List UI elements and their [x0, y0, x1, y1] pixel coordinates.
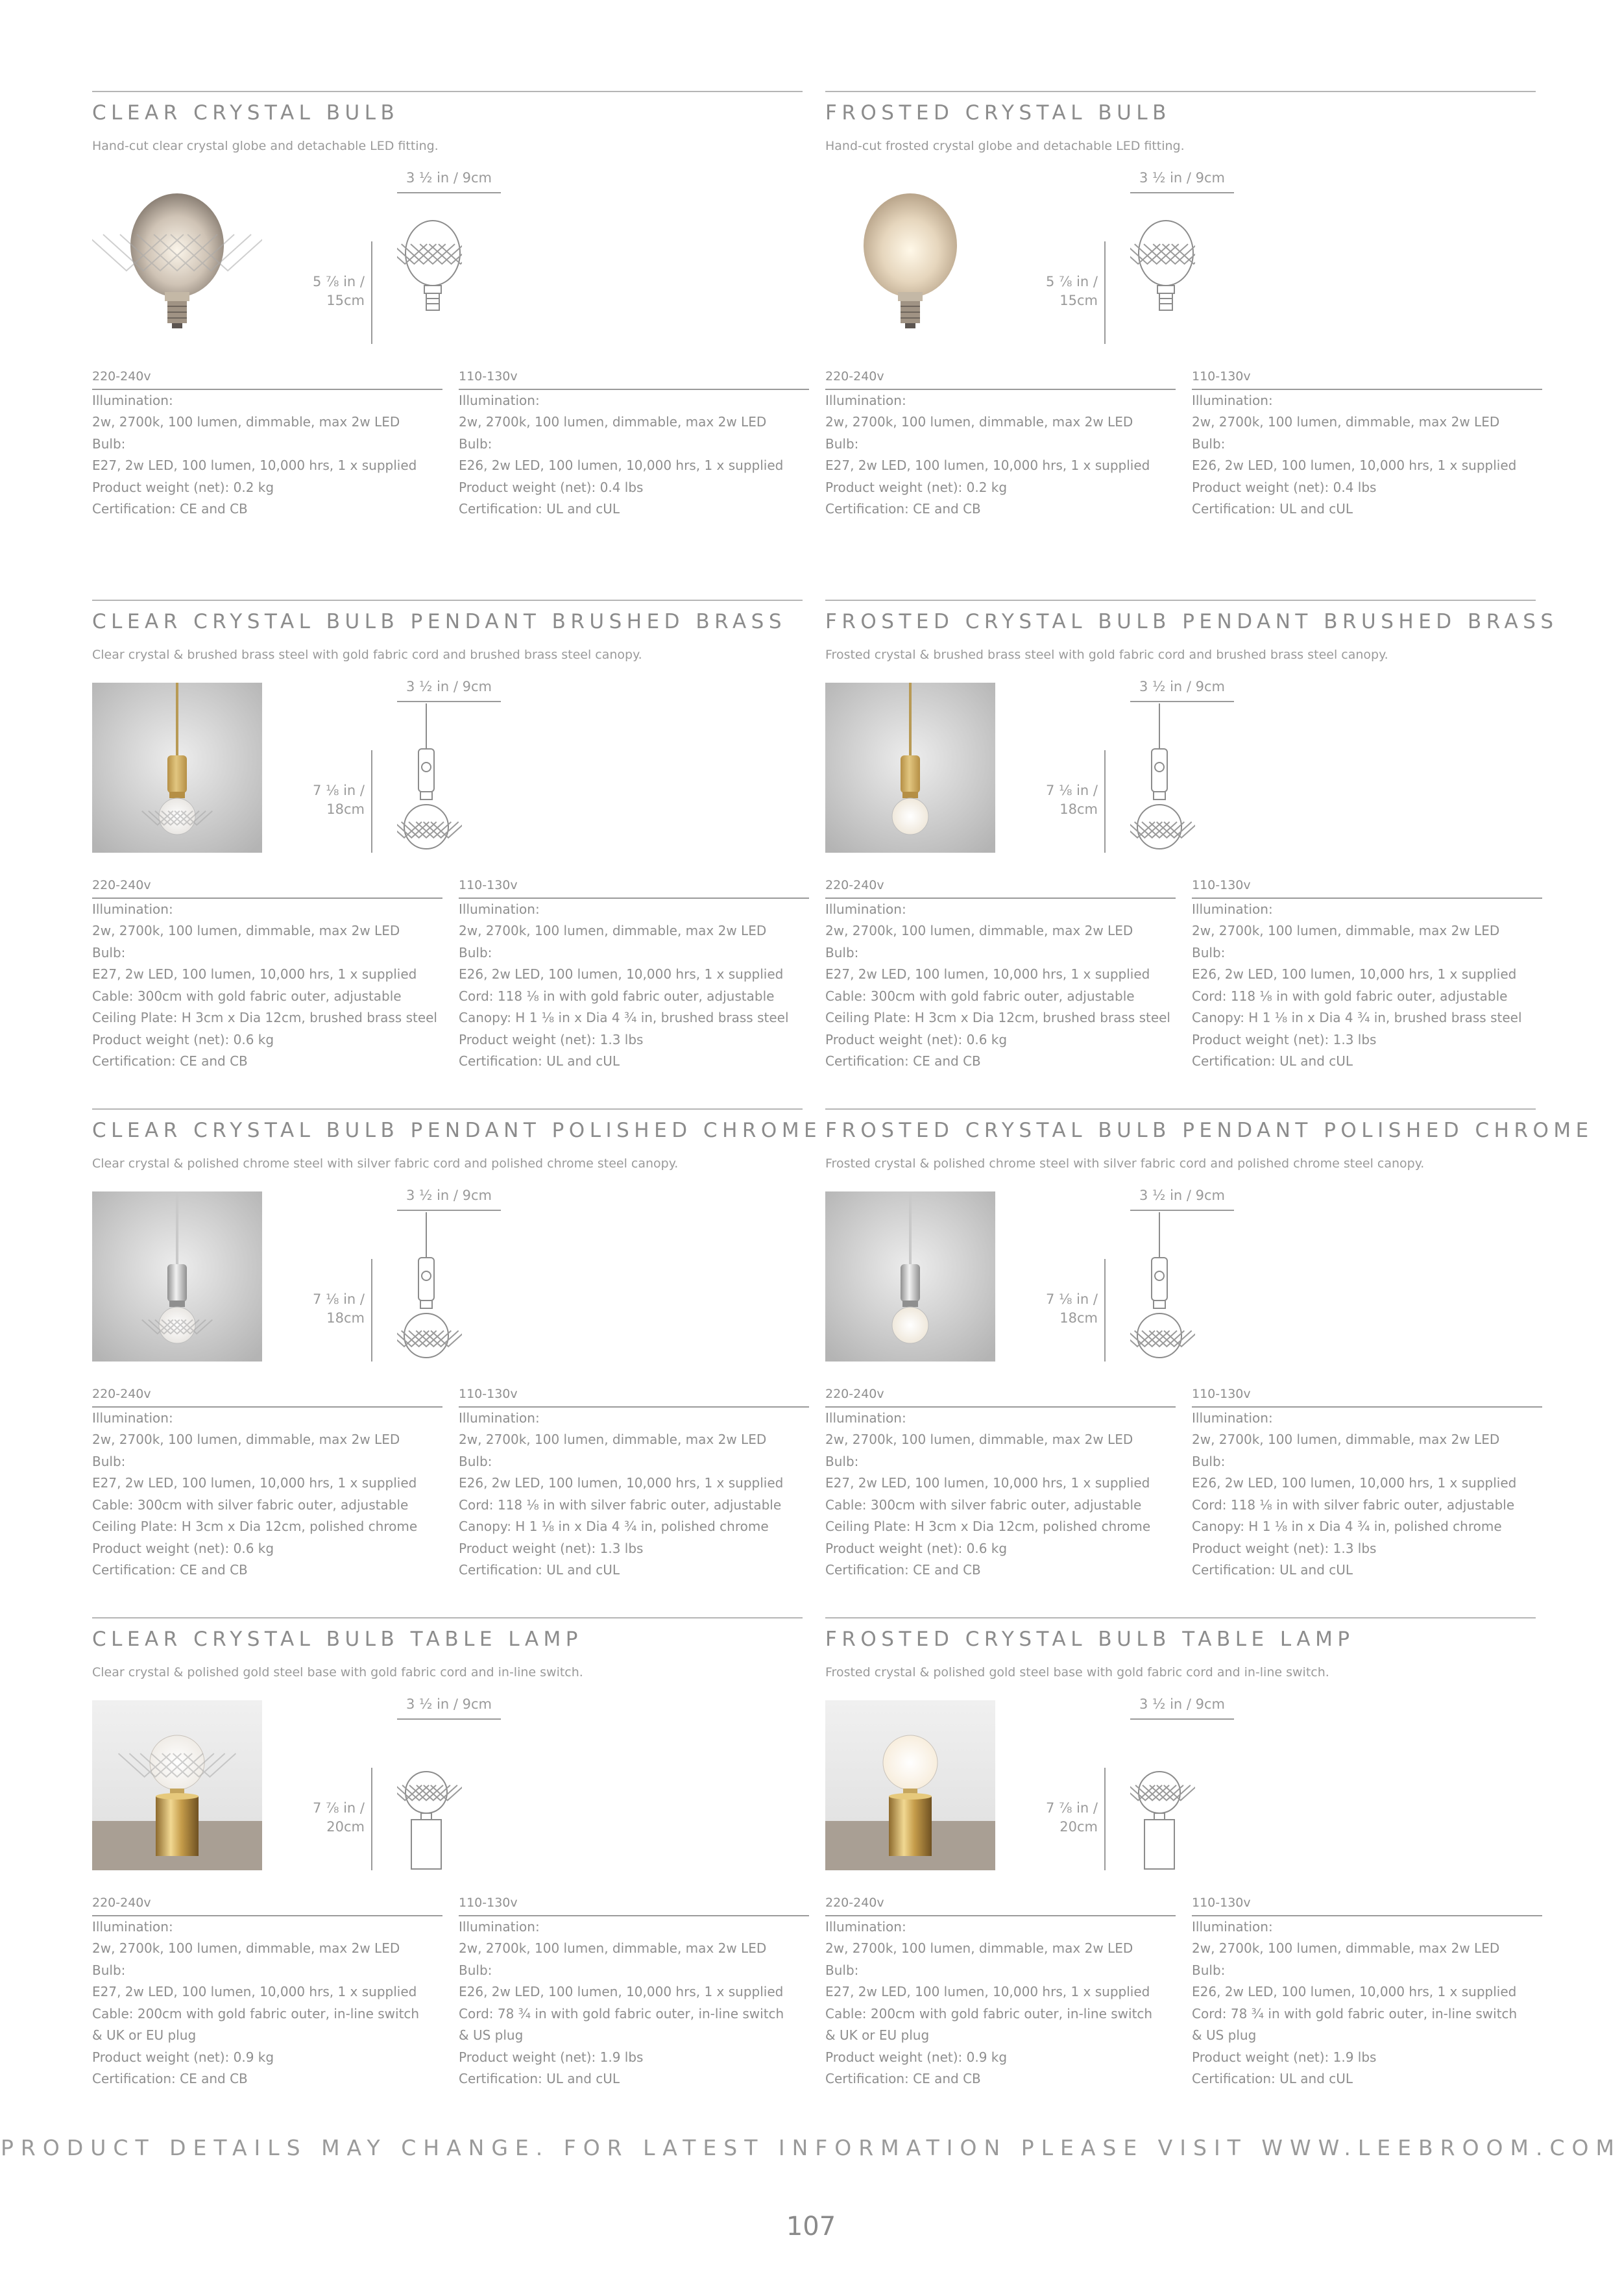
spec-line: Certification: UL and cUL	[1192, 1053, 1353, 1069]
spec-voltage: 220-240v	[92, 366, 442, 390]
spec-line: Illumination:	[825, 392, 906, 408]
spec-line: Illumination:	[825, 1918, 906, 1935]
spec-line: Canopy: H 1 ⅛ in x Dia 4 ¾ in, polished chrome	[1192, 1519, 1502, 1534]
spec-line: E26, 2w LED, 100 lumen, 10,000 hrs, 1 x supplied	[1192, 1984, 1517, 1999]
spec-line: Product weight (net): 0.2 kg	[92, 479, 274, 495]
spec-line: Product weight (net): 1.3 lbs	[459, 1031, 644, 1047]
spec-line: Bulb:	[92, 1962, 126, 1978]
spec-line: Illumination:	[92, 392, 173, 408]
spec-voltage: 220-240v	[825, 1384, 1176, 1408]
spec-voltage: 220-240v	[92, 1384, 442, 1408]
spec-specs-110	[1192, 1384, 1542, 1582]
spec-specs-220	[92, 1892, 442, 2090]
width-dimension-line	[397, 1718, 501, 1720]
spec-line: Illumination:	[459, 1410, 540, 1426]
spec-line: Bulb:	[459, 944, 492, 960]
spec-line: E27, 2w LED, 100 lumen, 10,000 hrs, 1 x supplied	[825, 966, 1150, 982]
spec-line: E26, 2w LED, 100 lumen, 10,000 hrs, 1 x supplied	[459, 458, 784, 473]
spec-line: Product weight (net): 0.6 kg	[825, 1540, 1008, 1556]
footer-notice: PRODUCT DETAILS MAY CHANGE. FOR LATEST INFORMATION PLEASE VISIT WWW.LEEBROOM.COM	[1, 2135, 1621, 2160]
height-dimension-line	[371, 1768, 372, 1870]
spec-line: & UK or EU plug	[92, 2027, 197, 2043]
spec-line: Illumination:	[1192, 392, 1273, 408]
spec-line: E26, 2w LED, 100 lumen, 10,000 hrs, 1 x supplied	[459, 1475, 784, 1491]
product-photo	[92, 174, 262, 344]
product-description: Frosted crystal & polished chrome steel with silver fabric cord and polished chrome steel canopy.	[825, 1156, 1425, 1171]
width-dimension-line	[1130, 701, 1234, 702]
height-dimension-label: 7 ⅛ in / 18cm	[313, 1291, 365, 1326]
spec-line: E27, 2w LED, 100 lumen, 10,000 hrs, 1 x supplied	[825, 458, 1150, 473]
product-title: CLEAR CRYSTAL BULB PENDANT POLISHED CHROME	[92, 1119, 822, 1142]
spec-line: Cable: 300cm with silver fabric outer, adjustable	[825, 1496, 1142, 1513]
spec-voltage: 220-240v	[92, 1892, 442, 1916]
height-dimension-line	[1104, 750, 1106, 853]
spec-line: Product weight (net): 0.2 kg	[825, 479, 1008, 495]
section-rule	[92, 1617, 803, 1618]
spec-line: Product weight (net): 1.9 lbs	[459, 2049, 644, 2065]
product-frosted-crystal-bulb-pendant-brushed-brass	[825, 600, 1558, 1093]
height-dimension-line	[371, 750, 372, 853]
spec-line: E27, 2w LED, 100 lumen, 10,000 hrs, 1 x supplied	[92, 458, 417, 473]
section-rule	[92, 91, 803, 92]
spec-specs-110	[459, 1384, 809, 1582]
spec-line: 2w, 2700k, 100 lumen, dimmable, max 2w LED	[825, 1432, 1133, 1447]
spec-line: Illumination:	[92, 1918, 173, 1935]
product-clear-crystal-bulb-pendant-polished-chrome	[92, 1108, 822, 1602]
spec-line: Product weight (net): 0.6 kg	[825, 1031, 1008, 1047]
spec-line: 2w, 2700k, 100 lumen, dimmable, max 2w LED	[1192, 1940, 1500, 1956]
width-dimension-label: 3 ½ in / 9cm	[1139, 1188, 1225, 1203]
technical-drawing	[1130, 195, 1195, 344]
spec-line: Ceiling Plate: H 3cm x Dia 12cm, polished chrome	[825, 1519, 1151, 1534]
height-dimension-label: 5 ⅞ in / 15cm	[1046, 274, 1098, 308]
product-description: Frosted crystal & polished gold steel base with gold fabric cord and in-line switch.	[825, 1665, 1329, 1679]
technical-drawing	[1130, 1721, 1195, 1870]
spec-line: Cord: 118 ⅛ in with gold fabric outer, adjustable	[1192, 988, 1508, 1004]
spec-line: Ceiling Plate: H 3cm x Dia 12cm, brushed brass steel	[92, 1010, 437, 1025]
width-dimension-line	[397, 192, 501, 193]
product-title: CLEAR CRYSTAL BULB PENDANT BRUSHED BRASS	[92, 610, 787, 633]
spec-line: Product weight (net): 0.9 kg	[825, 2049, 1008, 2065]
height-dimension-label: 7 ⅛ in / 18cm	[1046, 783, 1098, 817]
spec-line: Certification: UL and cUL	[1192, 501, 1353, 517]
spec-line: Product weight (net): 1.3 lbs	[1192, 1540, 1377, 1556]
spec-line: Cable: 300cm with silver fabric outer, adjustable	[92, 1496, 409, 1513]
width-dimension-label: 3 ½ in / 9cm	[1139, 679, 1225, 694]
product-description: Clear crystal & polished chrome steel with silver fabric cord and polished chrome steel canopy.	[92, 1156, 679, 1171]
spec-line: Bulb:	[92, 1453, 126, 1469]
width-dimension-line	[397, 1210, 501, 1211]
spec-line: 2w, 2700k, 100 lumen, dimmable, max 2w LED	[459, 923, 767, 938]
spec-line: Cable: 300cm with gold fabric outer, adjustable	[92, 988, 402, 1004]
spec-specs-110	[1192, 875, 1542, 1073]
product-clear-crystal-bulb	[92, 91, 803, 584]
product-description: Hand-cut clear crystal globe and detachable LED fitting.	[92, 139, 439, 153]
spec-specs-220	[92, 1384, 442, 1582]
width-dimension-label: 3 ½ in / 9cm	[406, 679, 492, 694]
height-dimension-label: 7 ⅞ in / 20cm	[1046, 1800, 1098, 1835]
spec-line: E26, 2w LED, 100 lumen, 10,000 hrs, 1 x supplied	[1192, 458, 1517, 473]
spec-line: 2w, 2700k, 100 lumen, dimmable, max 2w LED	[92, 923, 400, 938]
spec-line: Bulb:	[459, 435, 492, 452]
spec-line: & US plug	[1192, 2027, 1257, 2043]
product-photo	[825, 174, 995, 344]
spec-voltage: 220-240v	[825, 875, 1176, 899]
width-dimension-label: 3 ½ in / 9cm	[1139, 170, 1225, 186]
product-description: Frosted crystal & brushed brass steel with gold fabric cord and brushed brass steel canopy.	[825, 648, 1388, 662]
spec-specs-220	[825, 875, 1176, 1073]
section-rule	[825, 1108, 1536, 1110]
spec-line: Certification: UL and cUL	[1192, 1562, 1353, 1578]
spec-specs-110	[459, 366, 809, 520]
spec-line: E27, 2w LED, 100 lumen, 10,000 hrs, 1 x supplied	[825, 1475, 1150, 1491]
spec-line: 2w, 2700k, 100 lumen, dimmable, max 2w LED	[459, 1940, 767, 1956]
spec-line: Certification: CE and CB	[825, 501, 981, 517]
product-frosted-crystal-bulb-pendant-polished-chrome	[825, 1108, 1593, 1602]
height-dimension-line	[1104, 241, 1106, 344]
spec-line: Certification: CE and CB	[825, 2071, 981, 2086]
technical-drawing	[1130, 703, 1195, 853]
spec-line: Certification: CE and CB	[92, 501, 248, 517]
spec-line: Product weight (net): 0.6 kg	[92, 1540, 274, 1556]
spec-line: 2w, 2700k, 100 lumen, dimmable, max 2w LED	[459, 1432, 767, 1447]
spec-line: Certification: CE and CB	[825, 1562, 981, 1578]
spec-specs-110	[1192, 1892, 1542, 2090]
spec-line: Product weight (net): 1.3 lbs	[1192, 1031, 1377, 1047]
product-photo	[92, 1700, 262, 1870]
spec-line: 2w, 2700k, 100 lumen, dimmable, max 2w LED	[1192, 414, 1500, 430]
spec-line: 2w, 2700k, 100 lumen, dimmable, max 2w LED	[1192, 923, 1500, 938]
spec-line: Illumination:	[92, 1410, 173, 1426]
page-number: 107	[786, 2212, 836, 2241]
spec-line: Canopy: H 1 ⅛ in x Dia 4 ¾ in, polished chrome	[459, 1519, 769, 1534]
spec-line: E26, 2w LED, 100 lumen, 10,000 hrs, 1 x supplied	[459, 1984, 784, 1999]
spec-line: & US plug	[459, 2027, 524, 2043]
product-photo	[92, 683, 262, 853]
spec-specs-110	[459, 875, 809, 1073]
spec-line: E26, 2w LED, 100 lumen, 10,000 hrs, 1 x supplied	[459, 966, 784, 982]
height-dimension-line	[1104, 1768, 1106, 1870]
spec-line: Product weight (net): 0.6 kg	[92, 1031, 274, 1047]
width-dimension-label: 3 ½ in / 9cm	[406, 1696, 492, 1712]
spec-line: 2w, 2700k, 100 lumen, dimmable, max 2w LED	[92, 414, 400, 430]
spec-specs-110	[1192, 366, 1542, 520]
product-photo	[92, 1191, 262, 1362]
spec-line: Ceiling Plate: H 3cm x Dia 12cm, polished chrome	[92, 1519, 418, 1534]
spec-line: 2w, 2700k, 100 lumen, dimmable, max 2w LED	[459, 414, 767, 430]
spec-line: Bulb:	[459, 1962, 492, 1978]
spec-line: Bulb:	[1192, 944, 1226, 960]
width-dimension-line	[1130, 1210, 1234, 1211]
spec-line: 2w, 2700k, 100 lumen, dimmable, max 2w LED	[825, 923, 1133, 938]
spec-line: 2w, 2700k, 100 lumen, dimmable, max 2w LED	[92, 1940, 400, 1956]
spec-line: E27, 2w LED, 100 lumen, 10,000 hrs, 1 x supplied	[92, 966, 417, 982]
spec-line: Product weight (net): 1.9 lbs	[1192, 2049, 1377, 2065]
spec-line: E27, 2w LED, 100 lumen, 10,000 hrs, 1 x supplied	[825, 1984, 1150, 1999]
spec-line: Bulb:	[1192, 435, 1226, 452]
product-description: Clear crystal & polished gold steel base with gold fabric cord and in-line switch.	[92, 1665, 583, 1679]
spec-voltage: 110-130v	[1192, 1892, 1542, 1916]
spec-line: Bulb:	[825, 1962, 859, 1978]
spec-line: Cord: 78 ¾ in with gold fabric outer, in-line switch	[1192, 2005, 1518, 2021]
spec-line: E26, 2w LED, 100 lumen, 10,000 hrs, 1 x supplied	[1192, 966, 1517, 982]
spec-line: Product weight (net): 1.3 lbs	[459, 1540, 644, 1556]
spec-line: Certification: UL and cUL	[459, 1562, 620, 1578]
spec-line: Illumination:	[459, 901, 540, 917]
product-frosted-crystal-bulb-table-lamp	[825, 1617, 1536, 2110]
height-dimension-label: 7 ⅛ in / 18cm	[1046, 1291, 1098, 1326]
spec-voltage: 110-130v	[459, 1384, 809, 1408]
technical-drawing	[397, 195, 462, 344]
spec-line: 2w, 2700k, 100 lumen, dimmable, max 2w LED	[1192, 1432, 1500, 1447]
product-title: FROSTED CRYSTAL BULB TABLE LAMP	[825, 1628, 1355, 1651]
height-dimension-line	[1104, 1259, 1106, 1362]
product-title: FROSTED CRYSTAL BULB PENDANT BRUSHED BRASS	[825, 610, 1558, 633]
spec-line: 2w, 2700k, 100 lumen, dimmable, max 2w LED	[92, 1432, 400, 1447]
spec-line: Certification: CE and CB	[92, 1562, 248, 1578]
spec-line: Cord: 118 ⅛ in with silver fabric outer, adjustable	[459, 1496, 782, 1513]
spec-line: Certification: UL and cUL	[459, 2071, 620, 2086]
product-description: Hand-cut frosted crystal globe and detachable LED fitting.	[825, 139, 1185, 153]
spec-line: Product weight (net): 0.4 lbs	[459, 479, 644, 495]
spec-line: Cable: 200cm with gold fabric outer, in-line switch	[825, 2005, 1153, 2021]
height-dimension-label: 7 ⅞ in / 20cm	[313, 1800, 365, 1835]
spec-specs-110	[459, 1892, 809, 2090]
product-title: FROSTED CRYSTAL BULB	[825, 101, 1171, 125]
spec-line: Canopy: H 1 ⅛ in x Dia 4 ¾ in, brushed brass steel	[459, 1010, 789, 1025]
product-title: FROSTED CRYSTAL BULB PENDANT POLISHED CHROME	[825, 1119, 1593, 1142]
spec-line: Product weight (net): 0.9 kg	[92, 2049, 274, 2065]
product-frosted-crystal-bulb	[825, 91, 1536, 584]
width-dimension-label: 3 ½ in / 9cm	[406, 170, 492, 186]
spec-line: Bulb:	[825, 944, 859, 960]
spec-voltage: 110-130v	[459, 366, 809, 390]
width-dimension-line	[397, 701, 501, 702]
spec-line: E27, 2w LED, 100 lumen, 10,000 hrs, 1 x supplied	[92, 1475, 417, 1491]
spec-specs-220	[825, 1384, 1176, 1582]
spec-line: Cable: 300cm with gold fabric outer, adjustable	[825, 988, 1135, 1004]
spec-line: Cord: 118 ⅛ in with silver fabric outer, adjustable	[1192, 1496, 1515, 1513]
spec-line: Certification: CE and CB	[92, 2071, 248, 2086]
spec-line: Illumination:	[459, 1918, 540, 1935]
spec-line: Certification: UL and cUL	[459, 1053, 620, 1069]
width-dimension-label: 3 ½ in / 9cm	[406, 1188, 492, 1203]
product-clear-crystal-bulb-pendant-brushed-brass	[92, 600, 803, 1093]
product-photo	[825, 683, 995, 853]
spec-voltage: 110-130v	[459, 875, 809, 899]
spec-line: Illumination:	[1192, 901, 1273, 917]
spec-line: Bulb:	[825, 1453, 859, 1469]
product-photo	[825, 1191, 995, 1362]
technical-drawing	[397, 703, 462, 853]
spec-line: Illumination:	[1192, 1918, 1273, 1935]
product-title: CLEAR CRYSTAL BULB	[92, 101, 400, 125]
spec-voltage: 220-240v	[825, 366, 1176, 390]
spec-line: Cable: 200cm with gold fabric outer, in-line switch	[92, 2005, 420, 2021]
height-dimension-label: 7 ⅛ in / 18cm	[313, 783, 365, 817]
spec-line: Product weight (net): 0.4 lbs	[1192, 479, 1377, 495]
spec-line: E27, 2w LED, 100 lumen, 10,000 hrs, 1 x supplied	[92, 1984, 417, 1999]
spec-line: Certification: CE and CB	[825, 1053, 981, 1069]
spec-specs-220	[825, 366, 1176, 520]
spec-specs-220	[92, 366, 442, 520]
technical-drawing	[397, 1212, 462, 1362]
section-rule	[92, 1108, 803, 1110]
product-photo	[825, 1700, 995, 1870]
spec-line: 2w, 2700k, 100 lumen, dimmable, max 2w LED	[825, 414, 1133, 430]
spec-voltage: 220-240v	[825, 1892, 1176, 1916]
spec-line: Bulb:	[1192, 1962, 1226, 1978]
spec-line: Bulb:	[92, 435, 126, 452]
spec-line: Cord: 78 ¾ in with gold fabric outer, in-line switch	[459, 2005, 784, 2021]
spec-line: Cord: 118 ⅛ in with gold fabric outer, adjustable	[459, 988, 775, 1004]
spec-line: Bulb:	[459, 1453, 492, 1469]
spec-line: Illumination:	[459, 392, 540, 408]
spec-line: Certification: CE and CB	[92, 1053, 248, 1069]
technical-drawing	[397, 1721, 462, 1870]
height-dimension-label: 5 ⅞ in / 15cm	[313, 274, 365, 308]
spec-specs-220	[92, 875, 442, 1073]
spec-line: 2w, 2700k, 100 lumen, dimmable, max 2w LED	[825, 1940, 1133, 1956]
section-rule	[825, 91, 1536, 92]
spec-voltage: 110-130v	[459, 1892, 809, 1916]
technical-drawing	[1130, 1212, 1195, 1362]
spec-voltage: 110-130v	[1192, 1384, 1542, 1408]
width-dimension-line	[1130, 192, 1234, 193]
width-dimension-label: 3 ½ in / 9cm	[1139, 1696, 1225, 1712]
section-rule	[92, 600, 803, 601]
spec-voltage: 110-130v	[1192, 875, 1542, 899]
section-rule	[825, 1617, 1536, 1618]
spec-voltage: 220-240v	[92, 875, 442, 899]
spec-line: Illumination:	[825, 1410, 906, 1426]
product-description: Clear crystal & brushed brass steel with gold fabric cord and brushed brass steel canopy.	[92, 648, 642, 662]
spec-line: Bulb:	[1192, 1453, 1226, 1469]
spec-line: & UK or EU plug	[825, 2027, 930, 2043]
product-title: CLEAR CRYSTAL BULB TABLE LAMP	[92, 1628, 583, 1651]
width-dimension-line	[1130, 1718, 1234, 1720]
height-dimension-line	[371, 1259, 372, 1362]
spec-voltage: 110-130v	[1192, 366, 1542, 390]
spec-specs-220	[825, 1892, 1176, 2090]
spec-line: Canopy: H 1 ⅛ in x Dia 4 ¾ in, brushed brass steel	[1192, 1010, 1522, 1025]
spec-line: Ceiling Plate: H 3cm x Dia 12cm, brushed brass steel	[825, 1010, 1170, 1025]
section-rule	[825, 600, 1536, 601]
spec-line: Bulb:	[825, 435, 859, 452]
spec-line: Certification: UL and cUL	[1192, 2071, 1353, 2086]
spec-line: Certification: UL and cUL	[459, 501, 620, 517]
spec-line: Illumination:	[825, 901, 906, 917]
spec-line: E26, 2w LED, 100 lumen, 10,000 hrs, 1 x supplied	[1192, 1475, 1517, 1491]
spec-line: Bulb:	[92, 944, 126, 960]
spec-line: Illumination:	[92, 901, 173, 917]
product-clear-crystal-bulb-table-lamp	[92, 1617, 803, 2110]
height-dimension-line	[371, 241, 372, 344]
spec-line: Illumination:	[1192, 1410, 1273, 1426]
